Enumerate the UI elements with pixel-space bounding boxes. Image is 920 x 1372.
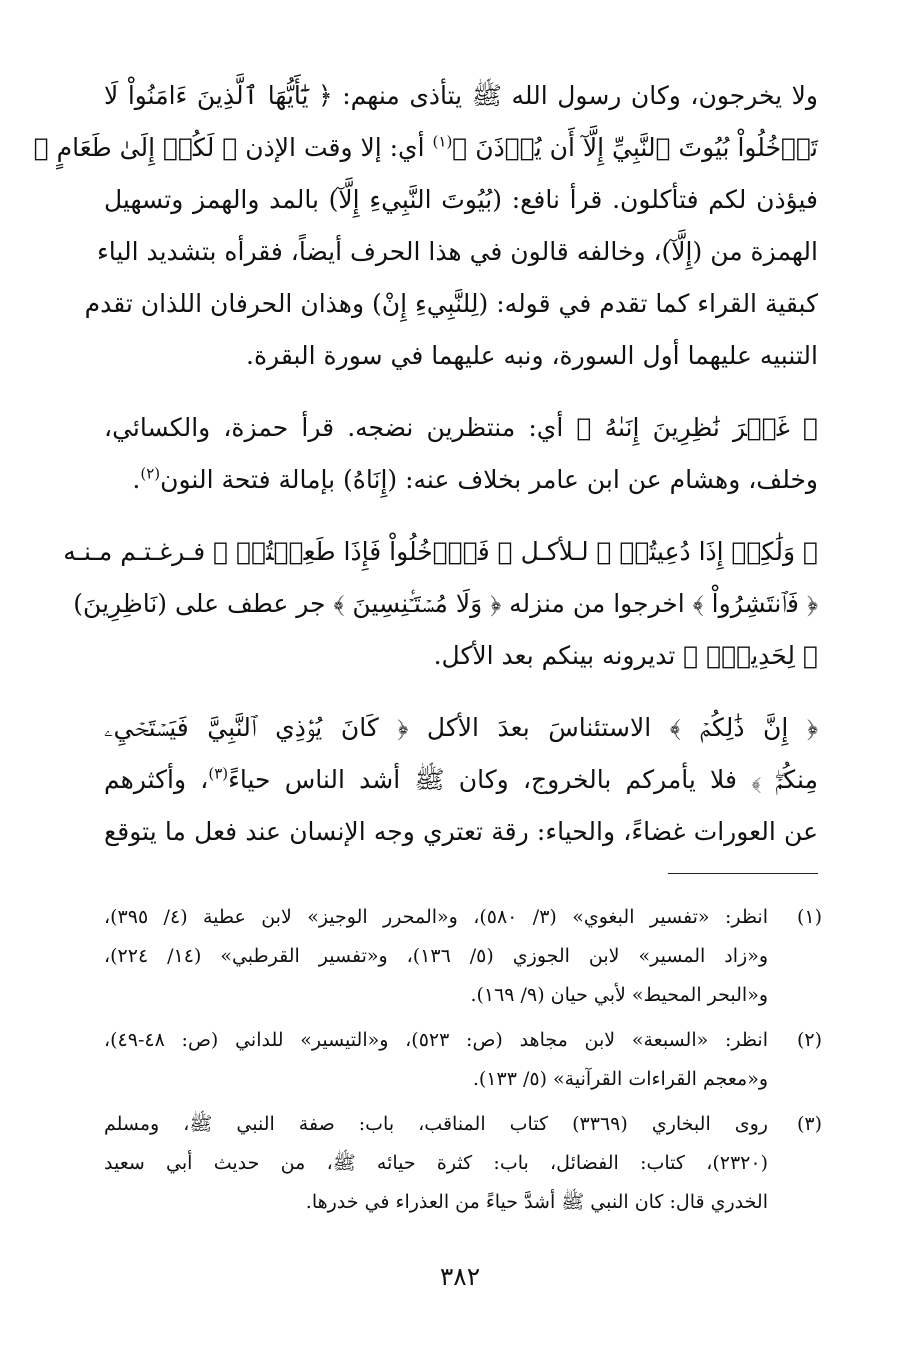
footnote-marker[interactable]: (١) [432,132,453,151]
text-segment: تَدۡخُلُواْ بُيُوتَ ٱلنَّبِيِّ إِلَّآ أَن يُؤۡذَنَ ﴾ [452,133,818,162]
text-segment: مِنكُمۡۖ ﴾ فلا يأمركم بالخروج، وكان ﷺ أشد الناس حياءً [228,765,818,794]
text-line: ﴿ إِنَّ ذَٰلِكُمۡ ﴾ الاستئناسَ بعدَ الأكل ﴿ كَانَ يُؤۡذِي ٱلنَّبِيَّ فَيَسۡتَحۡيِۦ [104,713,818,742]
footnotes [104,898,822,1228]
footnote-line: انظر: «السبعة» لابن مجاهد (ص: ٥٢٣)، و«التيسير» للداني (ص: ٤٨-٤٩)، [104,1029,768,1051]
footnote-line: (٢٣٢٠)، كتاب: الفضائل، باب: كثرة حيائه ﷺ، من حديث أبي سعيد [104,1152,768,1174]
footnote-item [104,1021,822,1099]
footnote-line: و«معجم القراءات القرآنية» (٥/ ١٣٣). [472,1068,768,1090]
text-line: التنبيه عليهما أول السورة، ونبه عليهما في سورة البقرة. [246,341,818,370]
footnote-number: (١) [796,906,822,928]
text-line: ﴿ وَلَٰكِنۡ إِذَا دُعِيتُمۡ ﴾ لـلأكـل ﴿ فَٱدۡخُلُواْ فَإِذَا طَعِمۡتُمۡ ﴾ فـرغـتـم مـنـه [63,537,818,566]
footnote-text [104,1021,768,1099]
footnote-line: انظر: «تفسير البغوي» (٣/ ٥٨٠)، و«المحرر الوجيز» لابن عطية (٤/ ٣٩٥)، [104,906,768,928]
footnote-line: و«البحر المحيط» لأبي حيان (٩/ ١٦٩). [470,984,768,1006]
text-line: ﴿ فَٱنتَشِرُواْ ﴾ اخرجوا من منزله ﴿ وَلَا مُسۡتَـٔۡنِسِينَ ﴾ جر عطف على (نَاظِرِينَ) [73,589,818,618]
text-line [104,754,818,806]
text-segment: . [132,465,141,494]
paragraph-gap [104,382,818,402]
text-line: ﴿ غَيۡرَ نَٰظِرِينَ إِنَىٰهُ ﴾ أي: منتظرين نضجه. قرأ حمزة، والكسائي، [104,413,818,442]
text-segment: وخلف، وهشام عن ابن عامر بخلاف عنه: (إِنَاهُ) بإمالة فتحة النون [160,465,818,494]
footnote-number: (٣) [796,1113,822,1135]
footnote-item [104,898,822,1015]
footnote-text [104,1105,768,1222]
text-line: الهمزة من (إِلَّآ)، وخالفه قالون في هذا الحرف أيضاً، فقرأه بتشديد الياء [97,237,818,266]
footnote-marker[interactable]: (٣) [208,764,229,783]
text-segment: أي: إلا وقت الإذن ﴿ لَكُمۡ إِلَىٰ طَعَامٍ ﴾ [33,133,433,162]
paragraph-gap [104,506,818,526]
footnote-item [104,1105,822,1222]
text-line: كبقية القراء كما تقدم في قوله: (لِلنَّبِيءِ إِنْ) وهذان الحرفان اللذان تقدم [84,289,818,318]
main-text [33,70,818,858]
footnote-line: روى البخاري (٣٣٦٩) كتاب المناقب، باب: صفة النبي ﷺ، ومسلم [104,1113,768,1135]
text-line [104,454,818,506]
footnote-line: و«زاد المسير» لابن الجوزي (٥/ ١٣٦)، و«تفسير القرطبي» (١٤/ ٢٢٤)، [104,945,768,967]
text-line: ولا يخرجون، وكان رسول الله ﷺ يتأذى منهم: ﴿ يَٰٓأَيُّهَا ٱلَّذِينَ ءَامَنُواْ لَا [104,81,818,110]
footnote-number: (٢) [796,1029,822,1051]
footnote-marker[interactable]: (٢) [140,464,161,483]
text-line: ﴿ لِحَدِيثٍۚ ﴾ تديرونه بينكم بعد الأكل. [433,641,818,670]
text-line: عن العورات غضاءً، والحياء: رقة تعتري وجه الإنسان عند فعل ما يتوقع [104,817,818,846]
text-segment: ، وأكثرهم [104,765,209,794]
page-number: ٣٨٢ [439,1262,481,1291]
text-line [33,122,818,174]
text-line: فيؤذن لكم فتأكلون. قرأ نافع: (بُيُوتَ النَّبِيءِ إِلَّآ) بالمد والهمز وتسهيل [104,185,818,214]
footnote-separator [668,873,818,874]
footnote-line: الخدري قال: كان النبي ﷺ أشدَّ حياءً من العذراء في خدرها. [305,1191,768,1213]
paragraph-gap [104,682,818,702]
footnote-text [104,898,768,1015]
